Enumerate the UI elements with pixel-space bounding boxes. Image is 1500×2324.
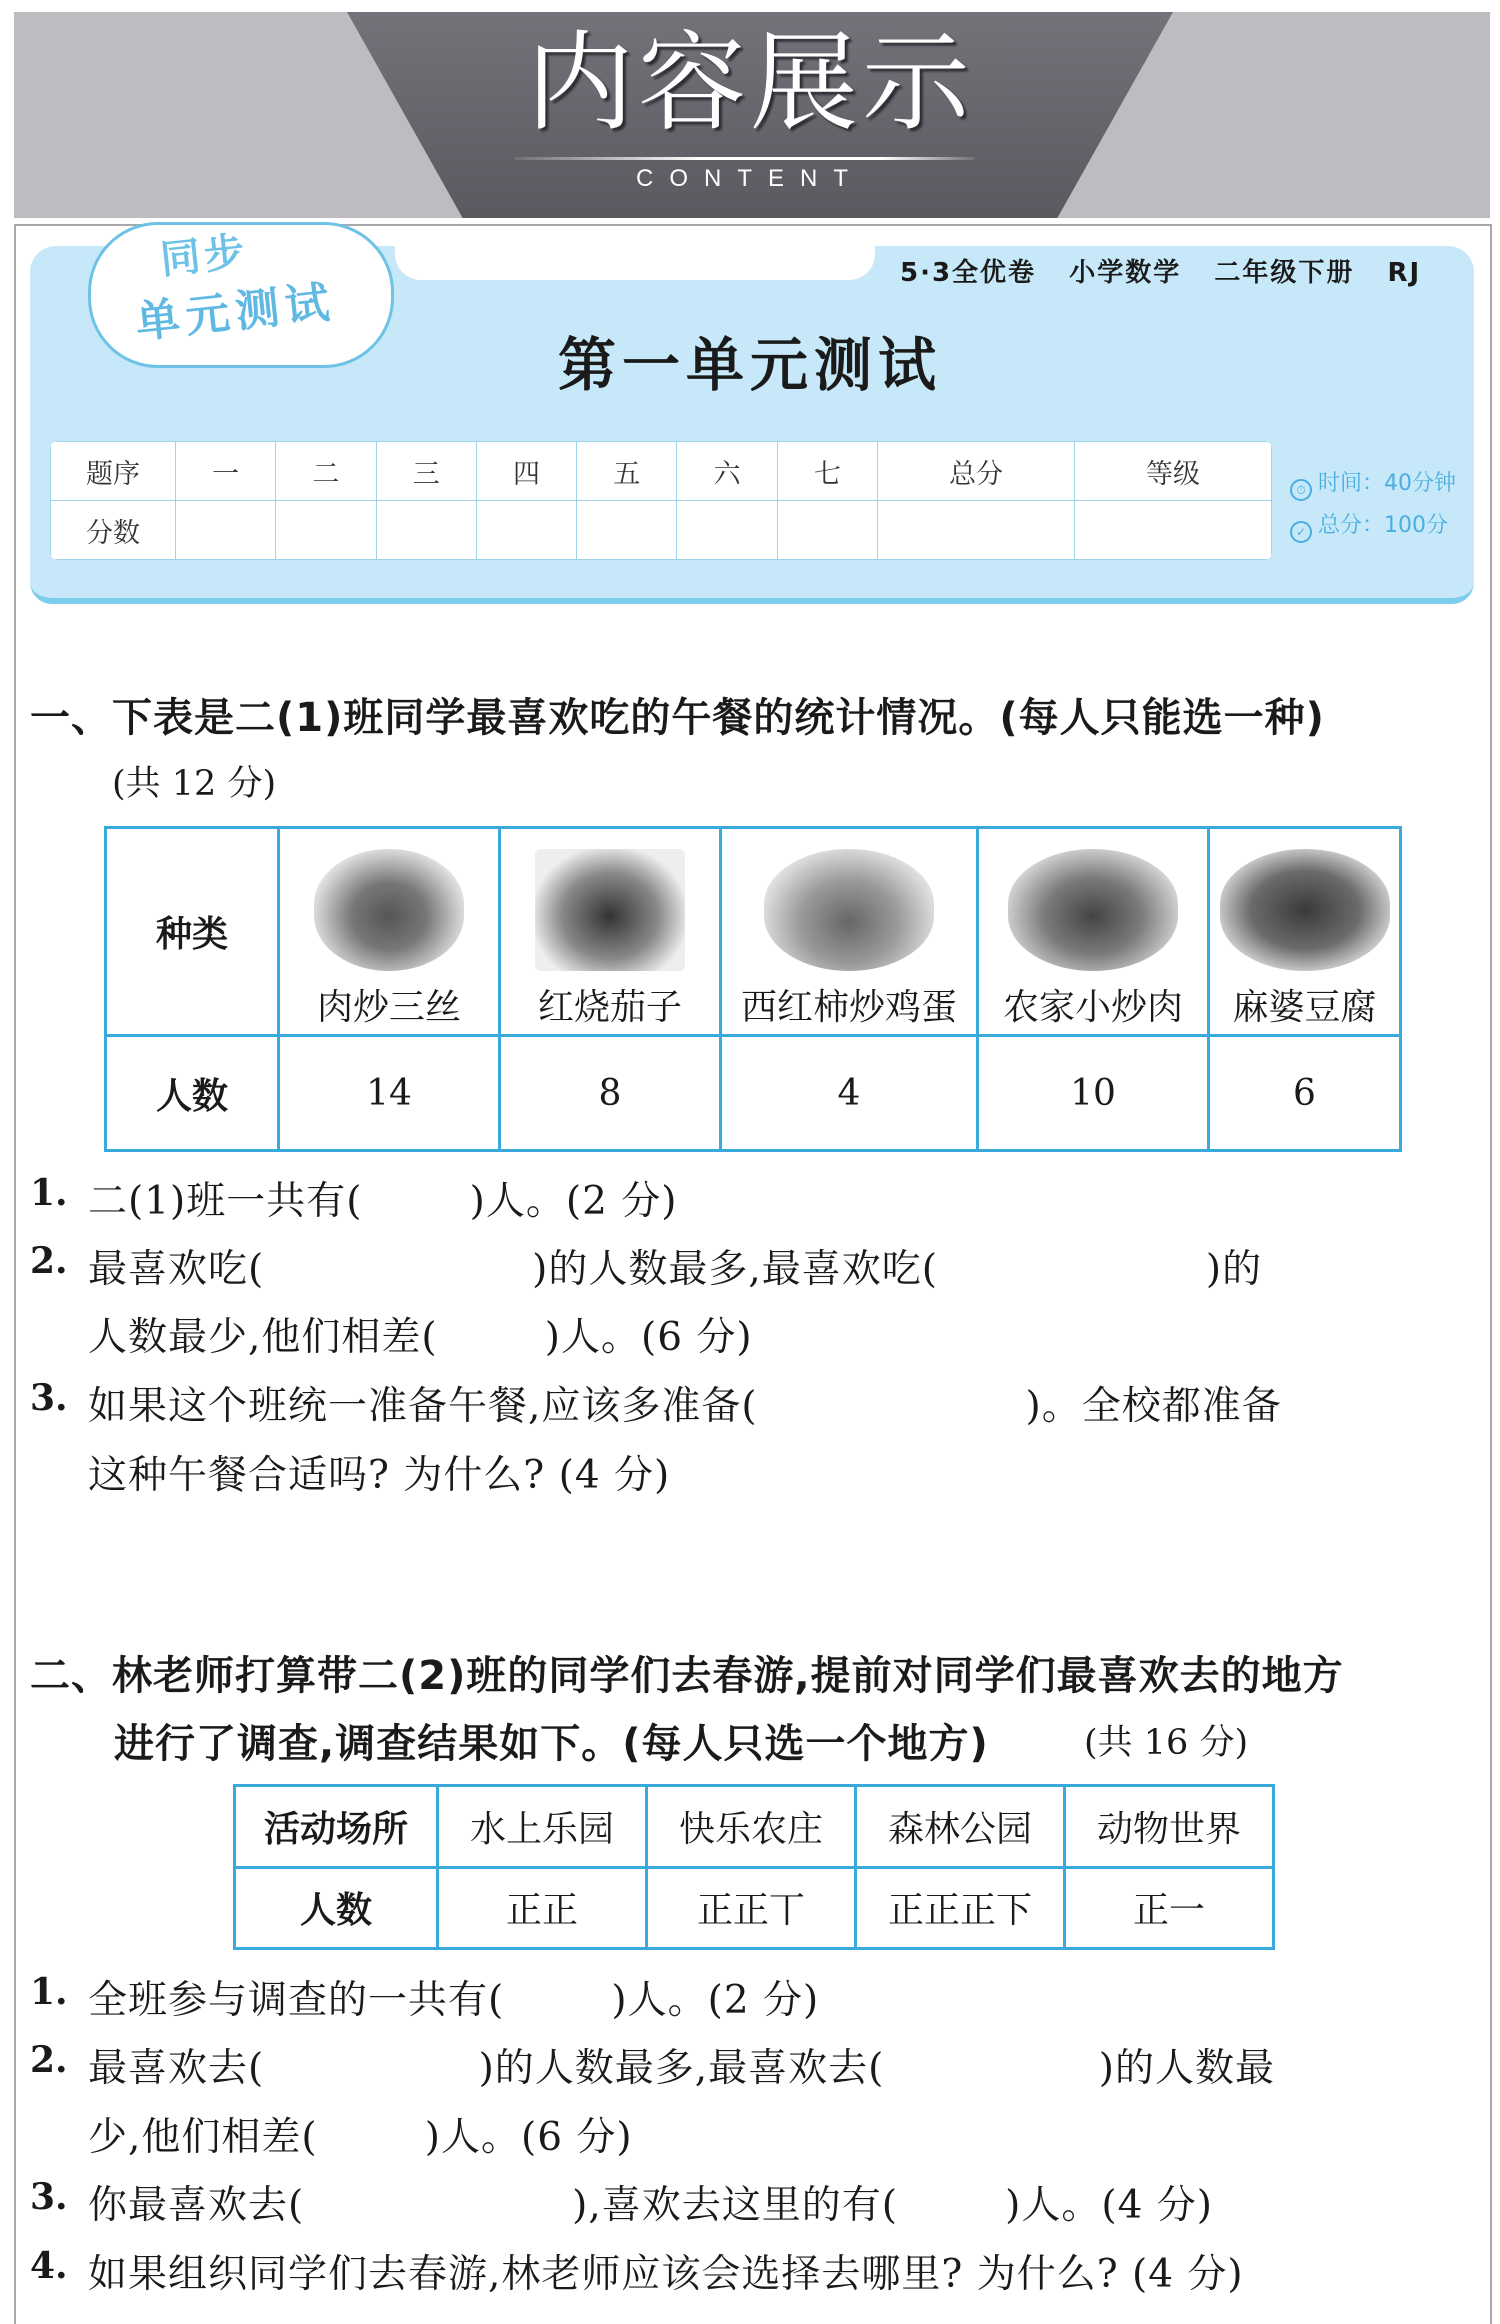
lunch-count-cell: 14 xyxy=(279,1036,500,1151)
score-table xyxy=(50,441,1272,560)
score-header-cell: 题序 xyxy=(51,442,176,501)
score-header-cell: 五 xyxy=(577,442,677,501)
score-input-cell[interactable] xyxy=(176,501,276,560)
q1-item1-text: 二(1)班一共有( )人。(2 分) xyxy=(88,1179,678,1224)
score-header-cell: 总分 xyxy=(877,442,1074,501)
lunch-count-cell: 6 xyxy=(1209,1036,1401,1151)
score-input-cell[interactable] xyxy=(276,501,376,560)
score-table-header-row xyxy=(51,442,1272,501)
q2-item1-text: 全班参与调查的一共有( )人。(2 分) xyxy=(88,1978,820,2023)
score-header-cell: 七 xyxy=(777,442,877,501)
q2-item-number: 2. xyxy=(30,2039,68,2081)
place-tally-cell: 正正丅 xyxy=(647,1867,856,1949)
lunch-count-cell: 4 xyxy=(721,1036,978,1151)
place-name-cell: 水上乐园 xyxy=(438,1786,647,1868)
place-name-row xyxy=(235,1786,1274,1868)
q1-item-number: 1. xyxy=(30,1172,68,1214)
place-tally-row xyxy=(235,1867,1274,1949)
food-name: 红烧茄子 xyxy=(537,987,682,1028)
food-photo xyxy=(314,849,464,971)
q1-heading: 一、下表是二(1)班同学最喜欢吃的午餐的统计情况。(每人只能选一种) xyxy=(30,695,1325,741)
score-input-cell[interactable] xyxy=(577,501,677,560)
q2-item4-text: 如果组织同学们去春游,林老师应该会选择去哪里? 为什么? (4 分) xyxy=(88,2252,1244,2297)
total-text: 总分：100分 xyxy=(1318,513,1448,538)
book-meta: 5·3全优卷 小学数学 二年级下册 RJ xyxy=(900,258,1422,288)
food-name: 农家小炒肉 xyxy=(1002,987,1183,1028)
score-header-cell: 等级 xyxy=(1074,442,1271,501)
score-row-label: 分数 xyxy=(51,501,176,560)
score-header-cell: 三 xyxy=(376,442,476,501)
place-row-label: 活动场所 xyxy=(235,1786,438,1868)
food-photo xyxy=(1008,849,1178,971)
lunch-food-cell xyxy=(1209,828,1401,1036)
total-info xyxy=(1290,508,1448,543)
q2-item-number: 1. xyxy=(30,1971,68,2013)
score-input-cell[interactable] xyxy=(1074,501,1271,560)
q2-item2-text: 最喜欢去( )的人数最多,最喜欢去( )的人数最 xyxy=(88,2046,1275,2091)
q2-heading: 二、林老师打算带二(2)班的同学们去春游,提前对同学们最喜欢去的地方 xyxy=(30,1653,1344,1699)
banner-subtitle: CONTENT xyxy=(636,165,864,192)
place-name-cell: 动物世界 xyxy=(1065,1786,1274,1868)
q1-item-number: 3. xyxy=(30,1377,68,1419)
score-table-input-row xyxy=(51,501,1272,560)
lunch-count-cell: 10 xyxy=(978,1036,1209,1151)
q1-item3-text-cont: 这种午餐合适吗? 为什么? (4 分) xyxy=(88,1453,671,1498)
q2-item-number: 3. xyxy=(30,2176,68,2218)
score-header-cell: 四 xyxy=(476,442,576,501)
header-notch xyxy=(395,240,875,280)
badge-line2: 单元测试 xyxy=(133,276,338,349)
score-header-cell: 六 xyxy=(677,442,777,501)
lunch-count-row xyxy=(106,1036,1401,1151)
place-name-cell: 森林公园 xyxy=(856,1786,1065,1868)
lunch-food-cell xyxy=(500,828,721,1036)
lunch-count-cell: 8 xyxy=(500,1036,721,1151)
q2-item3-text: 你最喜欢去( ),喜欢去这里的有( )人。(4 分) xyxy=(88,2183,1214,2228)
score-header-cell: 二 xyxy=(276,442,376,501)
lunch-type-row xyxy=(106,828,1401,1036)
q2-item-number: 4. xyxy=(30,2245,68,2287)
place-table xyxy=(233,1784,1275,1950)
place-name-cell: 快乐农庄 xyxy=(647,1786,856,1868)
place-tally-cell: 正正 xyxy=(438,1867,647,1949)
lunch-food-cell xyxy=(279,828,500,1036)
lunch-food-cell xyxy=(978,828,1209,1036)
banner-title: 内容展示 xyxy=(525,21,974,146)
food-name: 麻婆豆腐 xyxy=(1232,987,1377,1028)
q1-points: (共 12 分) xyxy=(112,764,277,804)
score-input-cell[interactable] xyxy=(777,501,877,560)
q1-item2-text: 最喜欢吃( )的人数最多,最喜欢吃( )的 xyxy=(88,1247,1263,1292)
time-text: 时间：40分钟 xyxy=(1318,471,1456,496)
page-title: 第一单元测试 xyxy=(557,331,942,399)
score-input-cell[interactable] xyxy=(376,501,476,560)
place-tally-cell: 正正正下 xyxy=(856,1867,1065,1949)
lunch-food-cell xyxy=(721,828,978,1036)
score-header-cell: 一 xyxy=(176,442,276,501)
place-tally-cell: 正一 xyxy=(1065,1867,1274,1949)
lunch-table xyxy=(104,826,1402,1152)
food-name: 西红柿炒鸡蛋 xyxy=(740,987,957,1028)
food-photo xyxy=(764,849,934,971)
q2-item2-text-cont: 少,他们相差( )人。(6 分) xyxy=(88,2115,633,2160)
clock-icon: ⏱ xyxy=(1290,479,1312,501)
time-info xyxy=(1290,466,1456,501)
score-input-cell[interactable] xyxy=(877,501,1074,560)
food-photo xyxy=(535,849,685,971)
badge-line1: 同步 xyxy=(158,228,251,284)
food-name: 肉炒三丝 xyxy=(316,987,461,1028)
place-row-label: 人数 xyxy=(235,1867,438,1949)
q1-item-number: 2. xyxy=(30,1240,68,1282)
check-circle-icon: ✓ xyxy=(1290,521,1312,543)
lunch-row-label: 种类 xyxy=(106,828,279,1036)
banner-divider xyxy=(515,157,975,160)
q2-points: (共 16 分) xyxy=(1084,1723,1249,1763)
score-input-cell[interactable] xyxy=(677,501,777,560)
score-input-cell[interactable] xyxy=(476,501,576,560)
food-photo xyxy=(1220,849,1390,971)
q1-item2-text-cont: 人数最少,他们相差( )人。(6 分) xyxy=(88,1315,753,1360)
q2-heading-cont: 进行了调查,调查结果如下。(每人只选一个地方) xyxy=(114,1721,989,1767)
lunch-row-label: 人数 xyxy=(106,1036,279,1151)
q1-item3-text: 如果这个班统一准备午餐,应该多准备( )。全校都准备 xyxy=(88,1384,1282,1429)
